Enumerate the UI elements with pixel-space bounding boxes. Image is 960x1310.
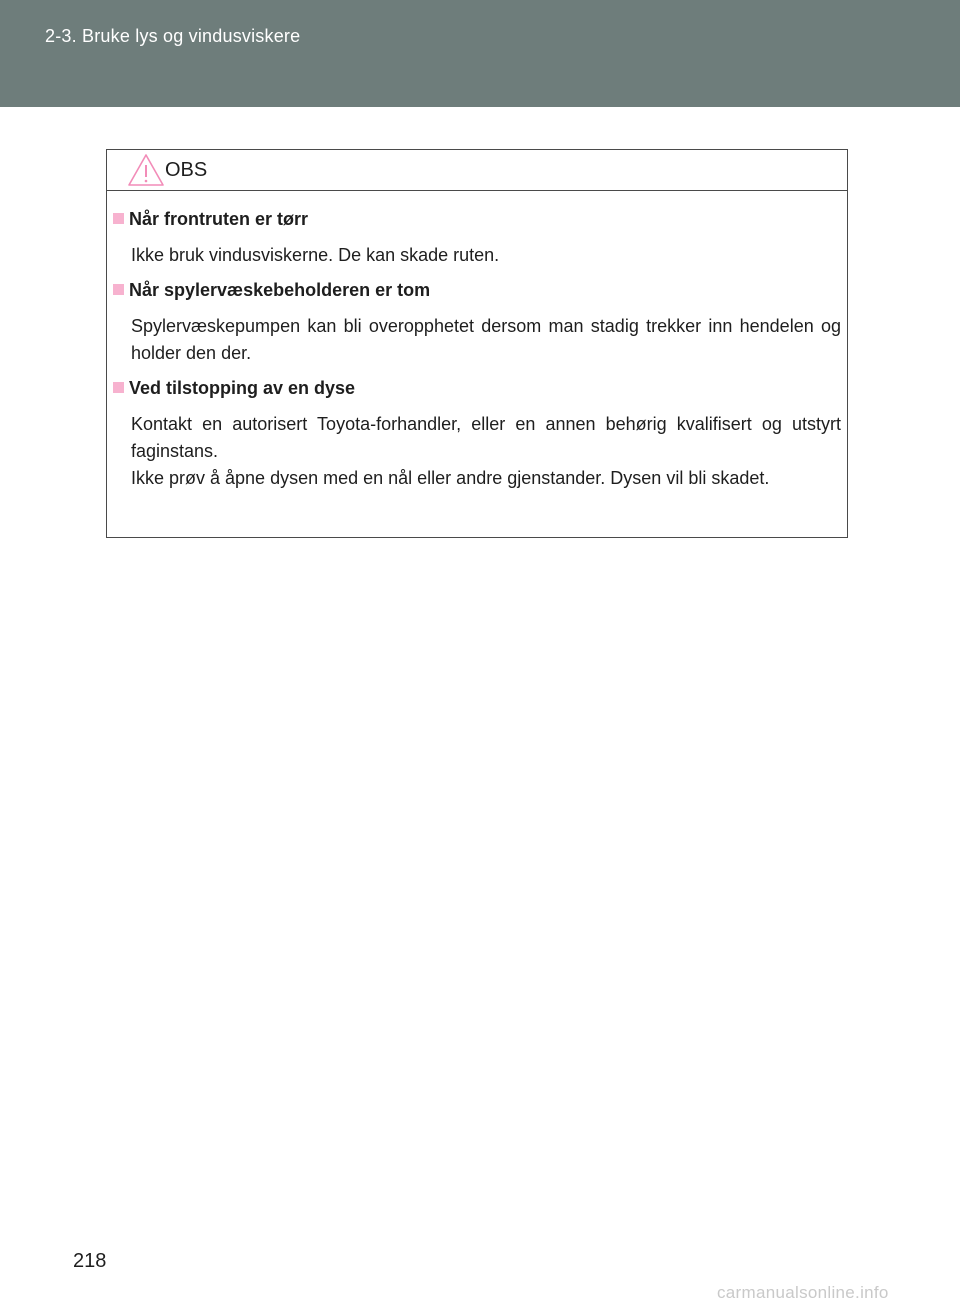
item-heading-clogged-nozzle: Ved tilstopping av en dyse [113, 378, 355, 399]
warning-triangle-icon [127, 153, 165, 187]
header-bar [0, 0, 960, 107]
item-text-dry-windshield: Ikke bruk vindusviskerne. De kan skade ruten. [131, 245, 500, 265]
item-text-paragraph: Ikke prøv å åpne dysen med en nål eller andre gjenstander. Dysen vil bli skadet. [131, 468, 770, 488]
item-text-clogged-nozzle [131, 411, 841, 492]
item-text-paragraph: Kontakt en autorisert Toyota-forhandler, eller en annen behørig kvalifisert og utstyrt faginstans. [131, 414, 841, 461]
item-text-empty-reservoir: Spylervæskepumpen kan bli overopphetet dersom man stadig trekker inn hendelen og holder den der. [131, 316, 841, 363]
page-number: 218 [73, 1250, 107, 1272]
square-bullet-icon [113, 284, 124, 295]
item-heading-empty-reservoir: Når spylervæskebeholderen er tom [113, 280, 430, 301]
square-bullet-icon [113, 213, 124, 224]
square-bullet-icon [113, 382, 124, 393]
caution-header [107, 150, 847, 191]
caution-box [106, 149, 848, 538]
caution-label: OBS [165, 159, 208, 181]
item-heading-dry-windshield: Når frontruten er tørr [113, 209, 308, 230]
section-title: 2-3. Bruke lys og vindusviskere [45, 26, 301, 46]
watermark: carmanualsonline.info [717, 1283, 889, 1302]
